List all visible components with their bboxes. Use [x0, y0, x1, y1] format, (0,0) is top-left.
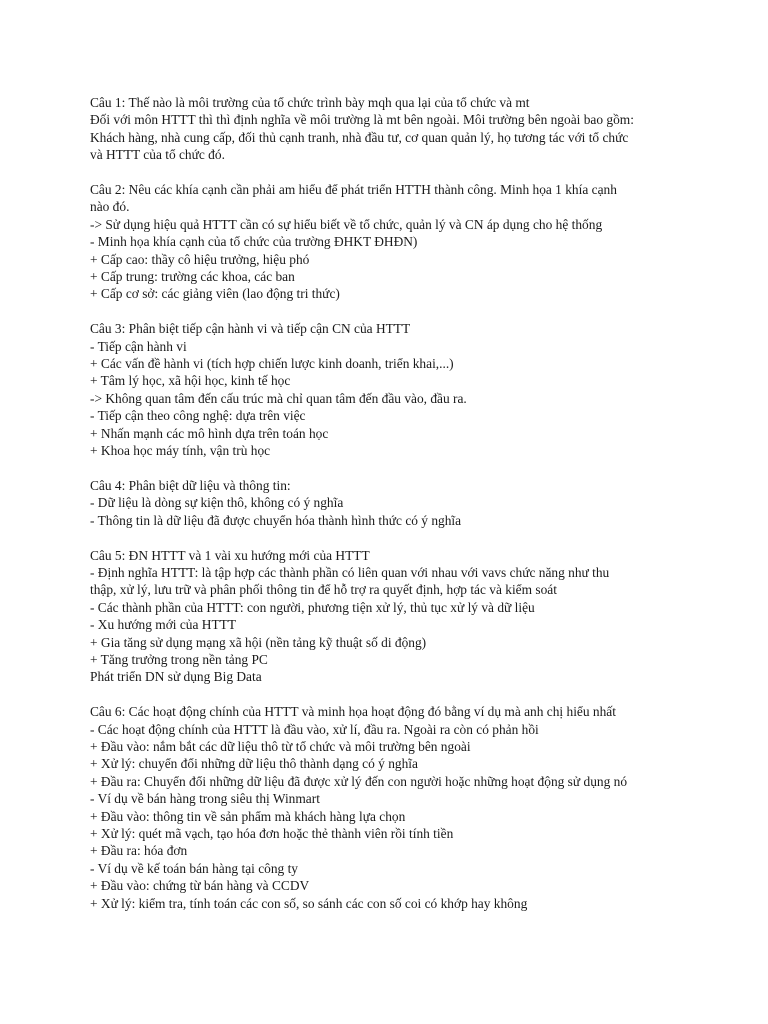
text-line: + Xử lý: chuyển đổi những dữ liệu thô thành dạng có ý nghĩa — [90, 756, 418, 772]
question-6-section — [90, 703, 710, 912]
text-line: - Tiếp cận hành vi — [90, 338, 187, 354]
question-4-section — [90, 477, 710, 529]
text-line: - Thông tin là dữ liệu đã được chuyển hóa thành hình thức có ý nghĩa — [90, 512, 462, 528]
text-line: Khách hàng, nhà cung cấp, đối thủ cạnh tranh, nhà đầu tư, cơ quan quản lý, họ tương tác với tổ chức — [90, 129, 629, 145]
question-3-section — [90, 320, 710, 459]
text-line: + Đầu vào: chứng từ bán hàng và CCDV — [90, 878, 310, 894]
text-line: + Xử lý: quét mã vạch, tạo hóa đơn hoặc thẻ thành viên rồi tính tiền — [90, 825, 454, 841]
text-line: + Cấp trung: trường các khoa, các ban — [90, 269, 295, 285]
text-line: + Đầu vào: thông tin về sản phẩm mà khách hàng lựa chọn — [90, 808, 406, 824]
question-1-heading: Câu 1: Thế nào là môi trường của tổ chức trình bày mqh qua lại của tổ chức và mt — [90, 95, 530, 110]
text-line: - Các thành phần của HTTT: con người, phương tiện xử lý, thủ tục xử lý và dữ liệu — [90, 599, 535, 615]
text-line: + Đầu vào: nắm bắt các dữ liệu thô từ tổ chức và môi trường bên ngoài — [90, 738, 471, 754]
text-line: + Tăng trưởng trong nền tảng PC — [90, 651, 268, 667]
text-line: + Cấp cao: thầy cô hiệu trưởng, hiệu phó — [90, 251, 310, 267]
text-line: - Dữ liệu là dòng sự kiện thô, không có ý nghĩa — [90, 495, 344, 511]
text-line: + Đầu ra: hóa đơn — [90, 843, 188, 859]
text-line: + Cấp cơ sở: các giảng viên (lao động tri thức) — [90, 286, 340, 302]
text-line: và HTTT của tổ chức đó. — [90, 147, 225, 163]
text-line: - Các hoạt động chính của HTTT là đầu vào, xử lí, đầu ra. Ngoài ra còn có phản hồi — [90, 721, 539, 737]
question-4-heading: Câu 4: Phân biệt dữ liệu và thông tin: — [90, 477, 291, 493]
text-line: + Tâm lý học, xã hội học, kinh tế học — [90, 373, 291, 389]
text-line: - Ví dụ về bán hàng trong siêu thị Winmart — [90, 791, 320, 807]
text-line: + Gia tăng sử dụng mạng xã hội (nền tảng kỹ thuật số di động) — [90, 634, 427, 650]
question-5-heading: Câu 5: ĐN HTTT và 1 vài xu hướng mới của HTTT — [90, 547, 370, 563]
text-line: -> Không quan tâm đến cấu trúc mà chỉ quan tâm đến đầu vào, đầu ra. — [90, 390, 467, 406]
text-line: -> Sử dụng hiệu quả HTTT cần có sự hiểu biết về tổ chức, quản lý và CN áp dụng cho hệ thống — [90, 216, 603, 232]
question-2-heading: Câu 2: Nêu các khía cạnh cần phải am hiểu để phát triển HTTH thành công. Minh họa 1 khía cạnh — [90, 182, 617, 198]
text-line: + Khoa học máy tính, vận trù học — [90, 443, 271, 459]
question-3-heading: Câu 3: Phân biệt tiếp cận hành vi và tiếp cận CN của HTTT — [90, 321, 411, 337]
text-line: - Minh họa khía cạnh của tổ chức của trường ĐHKT ĐHĐN) — [90, 234, 418, 250]
text-line: - Tiếp cận theo công nghệ: dựa trên việc — [90, 408, 306, 424]
text-line: + Các vấn đề hành vi (tích hợp chiến lược kinh doanh, triển khai,...) — [90, 356, 454, 372]
text-line: Phát triển DN sử dụng Big Data — [90, 669, 262, 685]
text-line: - Xu hướng mới của HTTT — [90, 617, 236, 633]
text-line: nào đó. — [90, 199, 130, 215]
question-2-section — [90, 181, 710, 303]
question-5-section — [90, 547, 710, 686]
document-body — [90, 94, 710, 929]
text-line: + Xử lý: kiểm tra, tính toán các con số, so sánh các con số coi có khớp hay không — [90, 895, 528, 911]
text-line: - Định nghĩa HTTT: là tập hợp các thành phần có liên quan với nhau với vavs chức năng như thu — [90, 564, 610, 580]
text-line: thập, xử lý, lưu trữ và phân phối thông tin để hỗ trợ ra quyết định, hợp tác và kiểm soát — [90, 582, 557, 598]
question-1-section — [90, 94, 710, 164]
text-line: - Ví dụ về kế toán bán hàng tại công ty — [90, 860, 298, 876]
text-line: + Nhấn mạnh các mô hình dựa trên toán học — [90, 425, 329, 441]
text-line: Đối với môn HTTT thì thì định nghĩa về môi trường là mt bên ngoài. Môi trường bên ngoài bao gồm: — [90, 112, 634, 128]
question-6-heading: Câu 6: Các hoạt động chính của HTTT và minh họa hoạt động đó bằng ví dụ mà anh chị hiểu nhất — [90, 704, 616, 720]
text-line: + Đầu ra: Chuyển đổi những dữ liệu đã được xử lý đến con người hoặc những hoạt động sử dụng nó — [90, 773, 628, 789]
